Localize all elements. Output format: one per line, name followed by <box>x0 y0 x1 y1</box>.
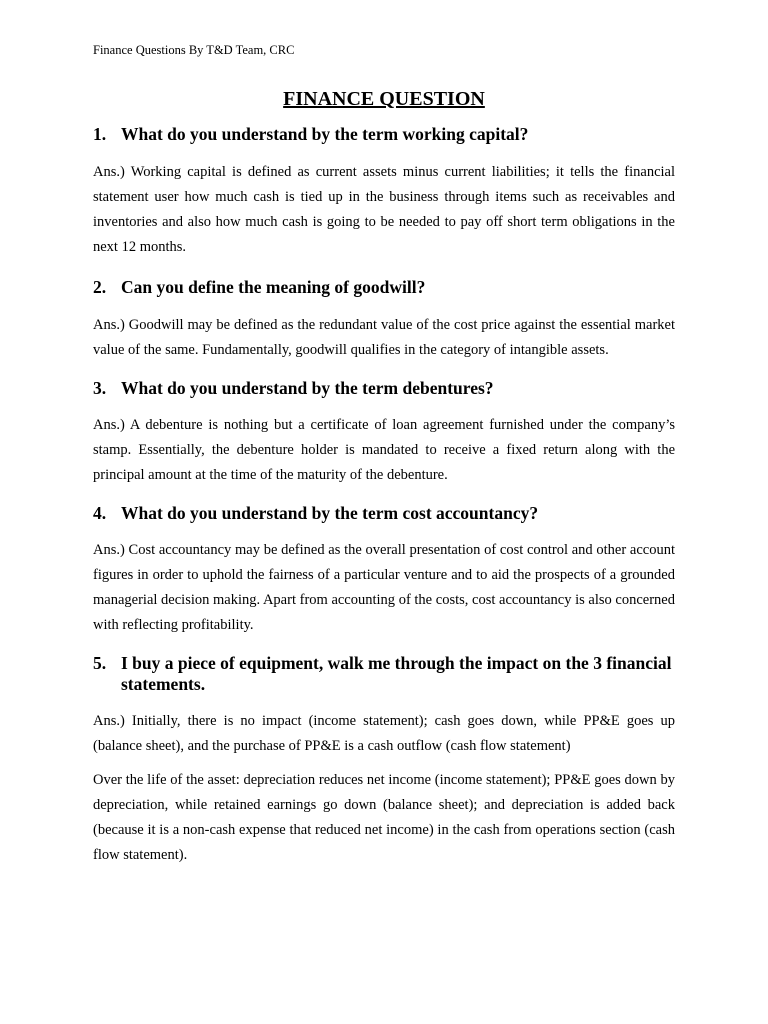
question-text: What do you understand by the term debentures? <box>121 378 494 398</box>
answer-paragraph: Ans.) Goodwill may be defined as the redundant value of the cost price against the essential market value of the same. Fundamentally, goodwill qualifies in the category of intangible assets. <box>93 317 675 358</box>
answer-paragraph: Ans.) Cost accountancy may be defined as the overall presentation of cost control and other account figures in order to uphold the fairness of a particular venture and to aid the prospects of a grounded managerial decision making. Apart from accounting of the costs, cost accountancy is also concerned with reflecting profitability. <box>93 542 675 633</box>
question-number: 3. <box>93 378 107 398</box>
answer-paragraph: Ans.) Working capital is defined as current assets minus current liabilities; it tells the financial statement user how much cash is tied up in the business through items such as receivables and inventories and also how much cash is going to be needed to pay off short term obligations in the next 12 months. <box>93 164 675 255</box>
question-heading <box>93 503 675 524</box>
question-text: What do you understand by the term working capital? <box>121 124 529 144</box>
question-heading <box>93 653 675 695</box>
answer-paragraph: Ans.) A debenture is nothing but a certificate of loan agreement furnished under the company’s stamp. Essentially, the debenture holder is mandated to receive a fixed return along with the principal amount at the time of the maturity of the debenture. <box>93 417 675 483</box>
question-number: 2. <box>93 277 107 297</box>
running-header: Finance Questions By T&D Team, CRC <box>93 43 295 57</box>
answer-paragraph: Over the life of the asset: depreciation reduces net income (income statement); PP&E goes down by depreciation, while retained earnings go down (balance sheet); and depreciation is added back (because it is a non-cash expense that reduced net income) in the cash from operations section (cash flow statement). <box>93 772 675 863</box>
question-text: What do you understand by the term cost accountancy? <box>121 503 539 523</box>
question-heading <box>93 277 675 298</box>
question-number: 5. <box>93 653 107 673</box>
question-heading <box>93 378 675 399</box>
question-text: I buy a piece of equipment, walk me through the impact on the 3 financial statements. <box>121 653 672 694</box>
page-title: FINANCE QUESTION <box>283 88 485 110</box>
question-text: Can you define the meaning of goodwill? <box>121 277 426 297</box>
question-number: 4. <box>93 503 107 523</box>
answer-paragraph: Ans.) Initially, there is no impact (income statement); cash goes down, while PP&E goes up (balance sheet), and the purchase of PP&E is a cash outflow (cash flow statement) <box>93 713 675 754</box>
question-heading <box>93 124 675 145</box>
question-number: 1. <box>93 124 107 144</box>
